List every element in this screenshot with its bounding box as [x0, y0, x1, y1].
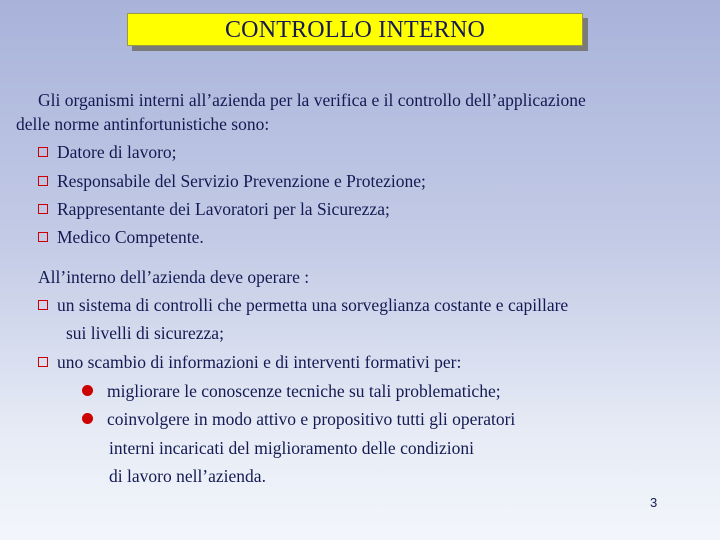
intro-line-1: Gli organismi interni all’azienda per la verifica e il controllo dell’applicazione — [38, 90, 586, 110]
operate-heading: All’interno dell’azienda deve operare : — [38, 267, 310, 287]
organism-item-2 — [38, 170, 426, 192]
square-bullet-icon — [38, 176, 48, 186]
dot-bullet-icon — [82, 385, 93, 396]
organism-label: Medico Competente. — [57, 227, 204, 247]
dot-bullet-icon — [82, 413, 93, 424]
operate-item-1 — [38, 294, 568, 316]
sub-item-2-text: coinvolgere in modo attivo e propositivo tutti gli operatori — [107, 409, 516, 429]
organism-label: Rappresentante dei Lavoratori per la Sicurezza; — [57, 199, 390, 219]
organism-item-1 — [38, 141, 177, 163]
sub-item-1 — [82, 380, 501, 402]
sub-item-2-cont-1: interni incaricati del miglioramento delle condizioni — [109, 438, 474, 458]
operate-item-1-text: un sistema di controlli che permetta una sorveglianza costante e capillare — [57, 295, 569, 315]
intro-line-2: delle norme antinfortunistiche sono: — [16, 114, 270, 134]
square-bullet-icon — [38, 300, 48, 310]
operate-item-2-text: uno scambio di informazioni e di interventi formativi per: — [57, 352, 462, 372]
sub-item-2 — [82, 408, 515, 430]
sub-item-1-text: migliorare le conoscenze tecniche su tali problematiche; — [107, 381, 501, 401]
square-bullet-icon — [38, 357, 48, 367]
square-bullet-icon — [38, 204, 48, 214]
organism-item-3 — [38, 198, 390, 220]
organism-label: Responsabile del Servizio Prevenzione e Protezione; — [57, 171, 426, 191]
square-bullet-icon — [38, 147, 48, 157]
organism-item-4 — [38, 226, 204, 248]
page-number: 3 — [650, 495, 658, 510]
square-bullet-icon — [38, 232, 48, 242]
organism-label: Datore di lavoro; — [57, 142, 177, 162]
operate-item-2 — [38, 351, 461, 373]
sub-item-2-cont-2: di lavoro nell’azienda. — [109, 466, 266, 486]
operate-item-1-cont: sui livelli di sicurezza; — [66, 323, 224, 343]
slide-title: CONTROLLO INTERNO — [127, 13, 583, 46]
